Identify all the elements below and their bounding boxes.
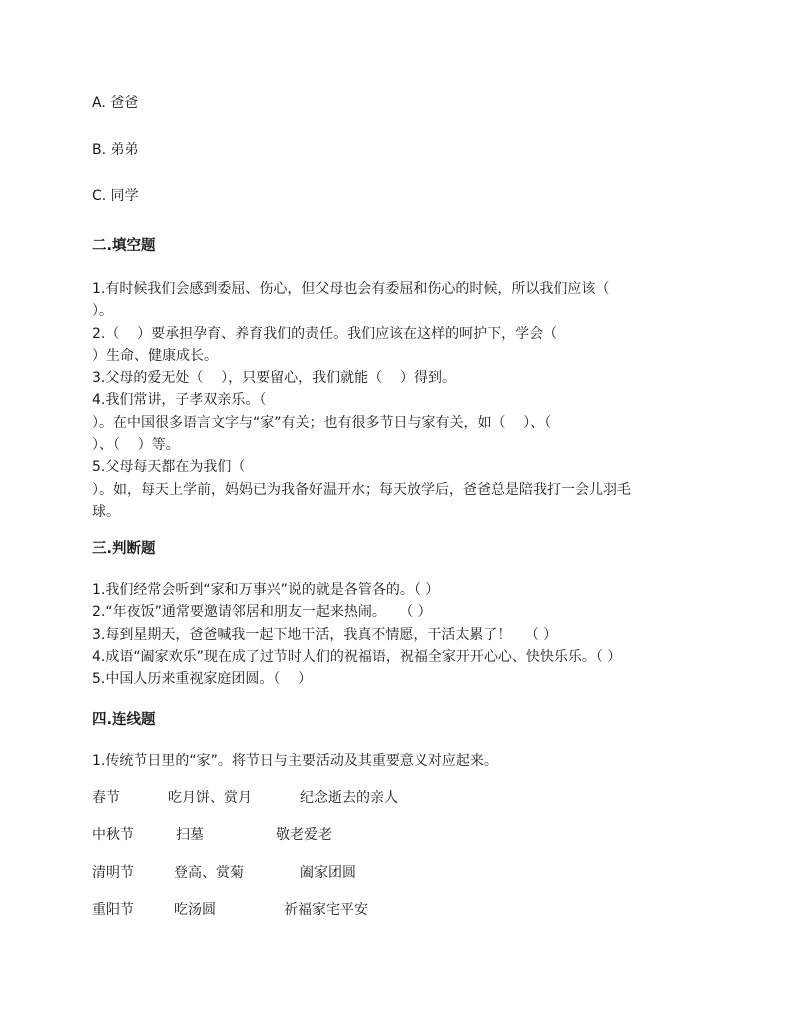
question-line: 球。 <box>92 503 120 520</box>
matching-row <box>92 789 712 807</box>
festival-label: 清明节 <box>92 865 134 881</box>
matching-prompt: 1.传统节日里的“家”。将节日与主要活动及其重要意义对应起来。 <box>92 753 498 769</box>
question-line: 3.每到星期天，爸爸喊我一起下地干活，我真不情愿，干活太累了！ （ ） <box>92 626 558 643</box>
festival-label: 重阳节 <box>92 902 134 918</box>
section-title-matching: 四.连线题 <box>92 712 156 728</box>
question-line: 1.我们经常会听到“家和万事兴”说的就是各管各的。（ ） <box>92 582 440 598</box>
question-line: 3.父母的爱无处（ ），只要留心，我们就能（ ）得到。 <box>92 370 456 387</box>
question-line: ）生命、健康成长。 <box>92 347 218 364</box>
question-line: 2.“年夜饭”通常要邀请邻居和朋友一起来热闹。 （ ） <box>92 604 432 621</box>
section-title-true-false: 三.判断题 <box>92 541 156 557</box>
true-false-questions <box>92 579 692 690</box>
meaning-label: 祈福家宅平安 <box>284 902 368 918</box>
activity-label: 扫墓 <box>176 827 204 843</box>
meaning-label: 阖家团圆 <box>300 865 356 881</box>
question-line: 2.（ ）要承担孕育、养育我们的责任。我们应该在这样的呵护下，学会（ <box>92 325 558 342</box>
fill-blank-questions <box>92 278 692 523</box>
activity-label: 登高、赏菊 <box>174 865 244 881</box>
meaning-label: 敬老爱老 <box>276 827 332 843</box>
question-line: 5.中国人历来重视家庭团圆。（ ） <box>92 671 313 688</box>
section-title-fill-blank: 二.填空题 <box>92 238 156 254</box>
option-c: C. 同学 <box>92 188 139 204</box>
question-line: 4.我们常讲，子孝双亲乐。（ <box>92 392 267 409</box>
question-line: 4.成语“阖家欢乐”现在成了过节时人们的祝福语，祝福全家开开心心、快快乐乐。（ ） <box>92 648 622 665</box>
festival-label: 中秋节 <box>92 827 134 843</box>
question-line: ）、（ ）等。 <box>92 437 180 454</box>
question-line: ）。 <box>92 303 113 320</box>
matching-row <box>92 901 712 919</box>
question-line: 1.有时候我们会感到委屈、伤心，但父母也会有委屈和伤心的时候，所以我们应该（ <box>92 281 610 297</box>
option-b: B. 弟弟 <box>92 142 139 158</box>
meaning-label: 纪念逝去的亲人 <box>300 790 398 806</box>
question-line: 5.父母每天都在为我们（ <box>92 459 246 476</box>
festival-label: 春节 <box>92 790 120 806</box>
activity-label: 吃月饼、赏月 <box>168 790 252 806</box>
matching-row <box>92 864 712 882</box>
question-line: ）。如，每天上学前，妈妈已为我备好温开水；每天放学后，爸爸总是陪我打一会儿羽毛 <box>92 481 631 498</box>
activity-label: 吃汤圆 <box>174 902 216 918</box>
question-line: ）。在中国很多语言文字与“家”有关；也有很多节日与家有关，如（ ）、（ <box>92 414 552 431</box>
option-a: A. 爸爸 <box>92 95 139 111</box>
matching-row <box>92 826 712 844</box>
